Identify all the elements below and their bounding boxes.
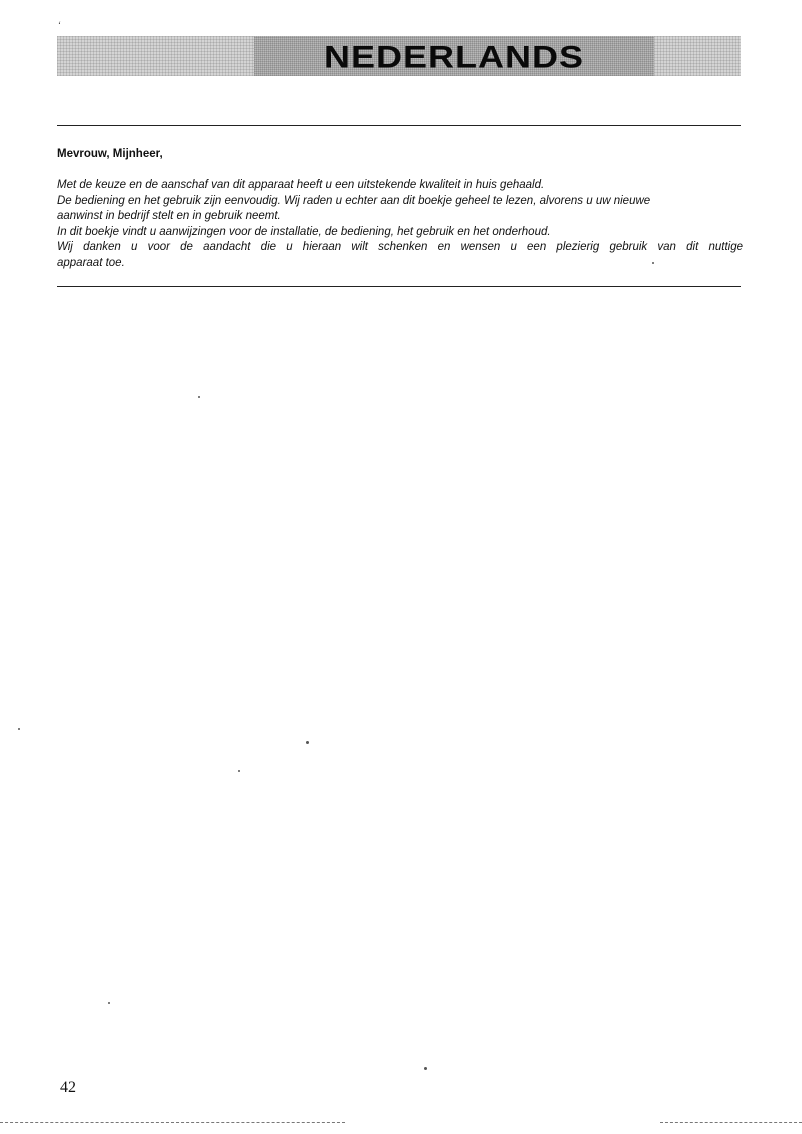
intro-line: Met de keuze en de aanschaf van dit apparaat heeft u een uitstekende kwaliteit in huis gehaald. [57, 179, 545, 191]
intro-line: In dit boekje vindt u aanwijzingen voor de installatie, de bediening, het gebruik en het onderhoud. [57, 225, 551, 238]
scan-edge-line [0, 1122, 345, 1123]
page-number: 42 [60, 1079, 76, 1096]
intro-line: Wij danken u voor de aandacht die u hieraan wilt schenken en wensen u een plezierig gebruik van dit nuttige [57, 241, 743, 253]
scan-speck [198, 396, 200, 398]
language-title: NEDERLANDS [323, 38, 584, 75]
intro-paragraph [57, 178, 743, 271]
intro-line: De bediening en het gebruik zijn eenvoudig. Wij raden u echter aan dit boekje geheel te lezen, alvorens u uw nieuwe [57, 194, 651, 207]
scan-speck [18, 728, 20, 730]
scan-edge-line [660, 1122, 802, 1123]
header-title-plate [254, 36, 654, 76]
scan-speck [424, 1067, 427, 1070]
top-divider [57, 125, 741, 126]
scan-speck [238, 770, 240, 772]
scan-speck [652, 262, 654, 264]
intro-line: apparaat toe. [57, 256, 125, 269]
scan-artifact-mark: ‘ [58, 20, 61, 30]
intro-line: aanwinst in bedrijf stelt en in gebruik neemt. [57, 210, 281, 222]
scan-speck [108, 1002, 110, 1004]
language-header-banner [57, 36, 741, 76]
bottom-divider [57, 286, 741, 287]
salutation: Mevrouw, Mijnheer, [57, 148, 163, 160]
scan-speck [306, 741, 309, 744]
